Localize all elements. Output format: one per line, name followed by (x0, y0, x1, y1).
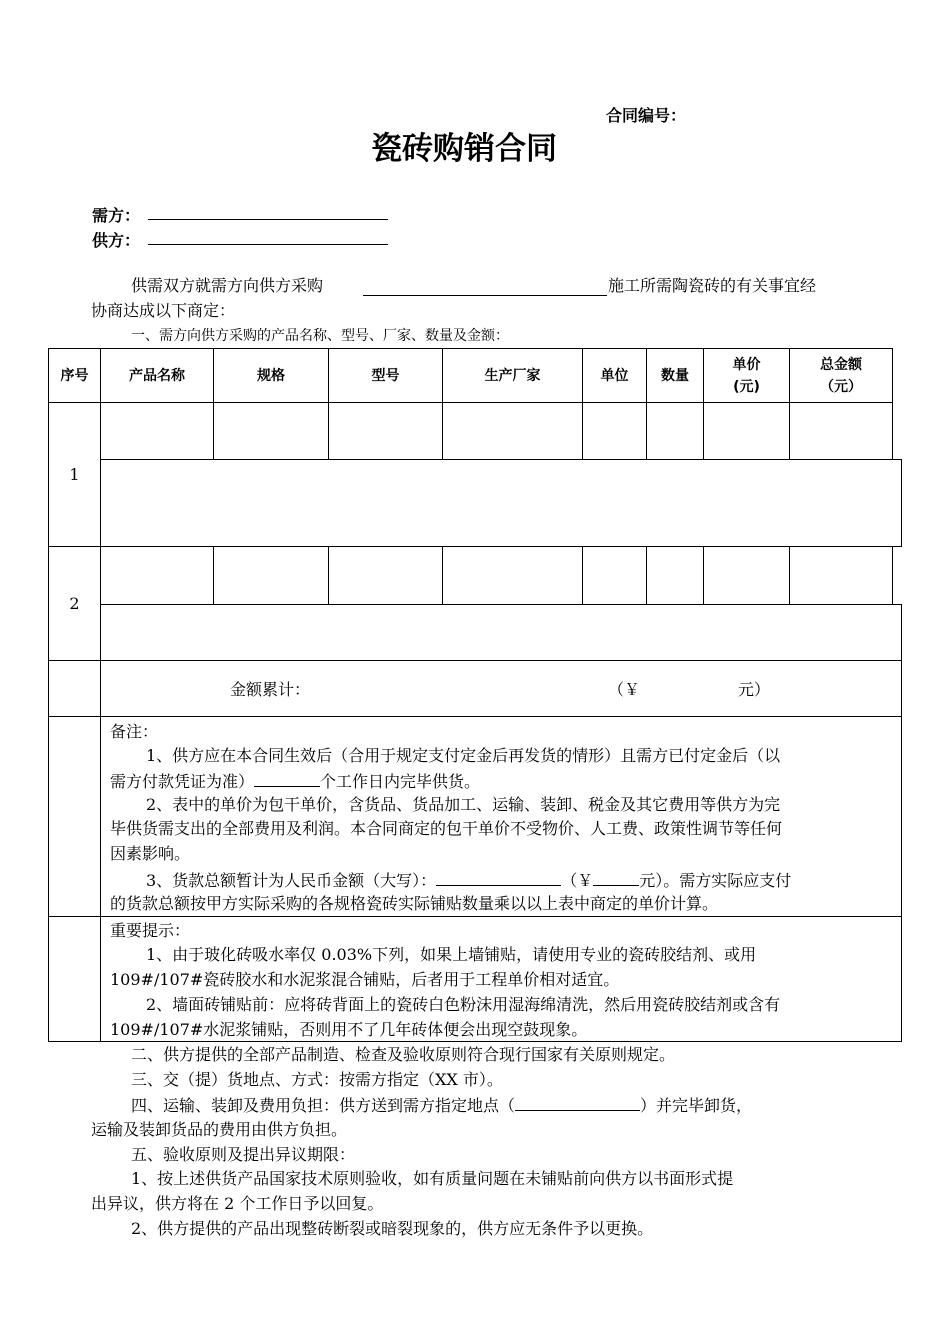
note-2-line-c: 因素影响。 (110, 844, 191, 863)
clause-3: 三、交（提）货地点、方式：按需方指定（XX 市）。 (131, 1070, 503, 1089)
col-divider-6b (703, 546, 704, 604)
header-product-name: 产品名称 (129, 367, 185, 384)
header-unit-price-line2: (元) (733, 378, 760, 395)
delivery-location-field[interactable] (515, 1094, 640, 1111)
clause-4-line-b: 运输及装卸货品的费用由供方负担。 (91, 1120, 348, 1139)
col-divider-5b (646, 546, 647, 604)
page-title: 瓷砖购销合同 (371, 131, 557, 167)
delivery-days-field[interactable] (254, 770, 320, 787)
important-1-line-b: 109#/107#瓷砖胶水和水泥浆混合铺贴，后者用于工程单价相对适宜。 (110, 970, 620, 989)
table-border-right-2 (892, 546, 893, 604)
total-currency: （￥ (608, 680, 641, 699)
row2-bottom-border (48, 660, 902, 661)
important-2-line-b: 109#/107#水泥浆铺贴，否则用不了几年砖体便会出现空鼓现象。 (110, 1020, 588, 1039)
clause-5-heading: 五、验收原则及提出异议期限： (131, 1145, 356, 1164)
clause-4-prefix: 四、运输、装卸及费用负担：供方送到需方指定地点（ (131, 1096, 516, 1115)
row-2-serial: 2 (69, 593, 80, 613)
header-total-line2: （元） (820, 378, 862, 395)
table-border-right (892, 348, 893, 459)
note-3-currency: （￥ (561, 871, 594, 890)
purchase-project-field[interactable] (363, 295, 607, 296)
total-label: 金额累计： (230, 680, 311, 699)
buyer-label: 需方： (92, 206, 141, 225)
contract-number-label: 合同编号： (606, 106, 687, 125)
clause-5-2: 2、供方提供的产品出现整砖断裂或暗裂现象的，供方应无条件予以更换。 (131, 1219, 654, 1238)
note-1-prefix: 需方付款凭证为准） (110, 772, 255, 791)
col-divider-3b (442, 546, 443, 604)
col-divider-7b (789, 546, 790, 604)
intro-line-1a: 供需双方就需方向供方采购 (131, 276, 324, 295)
note-1-line-b (110, 770, 480, 793)
clause-4-line-a (131, 1094, 752, 1117)
wide-box-right-2 (901, 604, 902, 1042)
clause-2: 二、供方提供的全部产品制造、检查及验收原则符合现行国家有关原则规定。 (131, 1045, 676, 1064)
total-unit: 元） (738, 680, 771, 699)
supplier-label: 供方： (92, 231, 141, 250)
supplier-field[interactable] (148, 244, 388, 245)
row1-bottom-border (48, 546, 902, 547)
total-bottom-border (48, 716, 902, 717)
buyer-field[interactable] (148, 219, 388, 220)
header-spec: 规格 (257, 367, 285, 384)
header-quantity: 数量 (661, 367, 689, 384)
col-divider-2b (328, 546, 329, 604)
header-total-amount (790, 349, 892, 402)
clause-5-1-line-b: 出异议，供方将在 2 个工作日予以回复。 (91, 1194, 384, 1213)
header-model: 型号 (371, 367, 400, 384)
note-3-line-b: 的货款总额按甲方实际采购的各规格瓷砖实际铺贴数量乘以以上表中商定的单价计算。 (110, 894, 719, 913)
note-1-line-a: 1、供方应在本合同生效后（合用于规定支付定金后再发货的情形）且需方已付定金后（以 (146, 746, 781, 765)
intro-line-1b: 施工所需陶瓷砖的有关事宜经 (608, 276, 817, 295)
clause-5-1-line-a: 1、按上述供货产品国家技术原则验收，如有质量问题在未铺贴前向供方以书面形式提 (131, 1169, 734, 1188)
section-1-heading: 一、需方向供方采购的产品名称、型号、厂家、数量及金额： (131, 328, 509, 344)
row-1-serial: 1 (69, 464, 80, 484)
note-2-line-b: 毕供货需支出的全部费用及利润。本合同商定的包干单价不受物价、人工费、政策性调节等任何 (110, 819, 783, 838)
header-total-line1: 总金额 (820, 356, 862, 373)
important-label: 重要提示： (110, 921, 191, 940)
header-bottom-border (48, 402, 893, 403)
row2-sub-border (100, 604, 902, 605)
intro-line-2: 协商达成以下商定： (91, 301, 236, 320)
important-2-line-a: 2、墙面砖铺贴前：应将砖背面上的瓷砖白色粉沫用湿海绵清洗，然后用瓷砖胶结剂或含有 (146, 995, 781, 1014)
header-unit-price-line1: 单价 (732, 356, 761, 373)
wide-box-right-1 (901, 459, 902, 546)
important-1-line-a: 1、由于玻化砖吸水率仅 0.03%下列，如果上墙铺贴，请使用专业的瓷砖胶结剂、或用 (146, 945, 757, 964)
header-manufacturer: 生产厂家 (484, 367, 541, 384)
col-divider-4b (582, 546, 583, 604)
note-3-prefix: 3、货款总额暂计为人民币金额（大写）： (146, 871, 437, 890)
header-unit: 单位 (600, 367, 629, 384)
serial-column-divider (100, 348, 101, 1042)
amount-in-words-field[interactable] (436, 869, 561, 886)
note-1-suffix: 个工作日内完毕供货。 (320, 772, 481, 791)
row1-sub-border (100, 459, 902, 460)
notes-label: 备注： (110, 722, 159, 741)
amount-figures-field[interactable] (593, 869, 639, 886)
table-bottom-border (48, 1041, 902, 1042)
header-unit-price (704, 349, 789, 402)
header-serial: 序号 (60, 367, 89, 384)
clause-4-suffix: ）并完毕卸货， (640, 1096, 753, 1115)
col-divider-1b (213, 546, 214, 604)
note-3-suffix: 元）。需方实际应支付 (639, 871, 792, 890)
note-2-line-a: 2、表中的单价为包干单价，含货品、货品加工、运输、装卸、税金及其它费用等供方为完 (146, 795, 781, 814)
notes-bottom-border (48, 916, 902, 917)
note-3-line-a (146, 869, 791, 892)
